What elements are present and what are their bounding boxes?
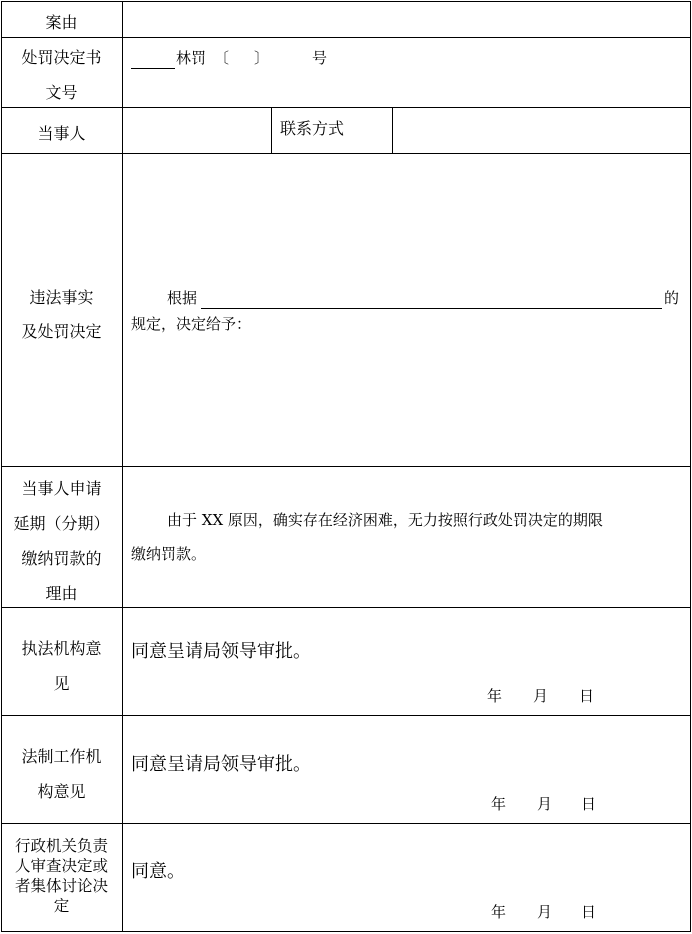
decision-no-prefix: 林罚 xyxy=(176,49,207,67)
extension-reason-line1: 由于 XX 原因，确实存在经济困难，无力按照行政处罚决定的期限 xyxy=(167,511,603,529)
head-label-line2: 人审查决定或 xyxy=(14,857,108,875)
legal-date-month: 月 xyxy=(537,795,553,813)
legal-date-day: 日 xyxy=(581,795,597,813)
decision-no-suffix: 号 xyxy=(312,49,328,67)
violation-label-line1: 违法事实 xyxy=(29,288,94,307)
enforcement-label-line2: 见 xyxy=(53,674,70,693)
extension-label-line3: 缴纳罚款的 xyxy=(21,549,102,568)
basis-prefix: 根据 xyxy=(167,289,198,307)
enforcement-date-day: 日 xyxy=(579,687,595,705)
party-label: 当事人 xyxy=(37,124,86,143)
row-divider xyxy=(1,823,691,824)
legal-opinion: 同意呈请局领导审批。 xyxy=(131,754,311,775)
label-column-divider xyxy=(122,1,123,932)
head-opinion: 同意。 xyxy=(131,861,185,882)
basis-blank[interactable] xyxy=(201,308,662,309)
decision-bracket-close: 〕 xyxy=(254,49,270,67)
contact-label: 联系方式 xyxy=(280,119,345,138)
enforcement-opinion: 同意呈请局领导审批。 xyxy=(131,641,311,662)
case-reason-field[interactable] xyxy=(124,3,689,36)
row-divider xyxy=(1,107,691,108)
row-divider xyxy=(1,37,691,38)
legal-label-line1: 法制工作机 xyxy=(21,747,102,766)
decision-no-label-line1: 处罚决定书 xyxy=(21,48,102,67)
party-col-divider xyxy=(271,107,272,154)
extension-label-line4: 理由 xyxy=(45,584,78,603)
decision-bracket-open: 〔 xyxy=(214,49,230,67)
head-date-day: 日 xyxy=(581,903,597,921)
head-label-line4: 定 xyxy=(53,897,70,915)
violation-label-line2: 及处罚决定 xyxy=(21,322,102,341)
row-divider xyxy=(1,607,691,608)
head-label-line1: 行政机关负责 xyxy=(14,837,108,855)
enforcement-date-month: 月 xyxy=(533,687,549,705)
table-border-right xyxy=(690,1,691,932)
row-divider xyxy=(1,715,691,716)
table-border-top xyxy=(1,1,691,2)
row-divider xyxy=(1,466,691,467)
decision-text: 规定，决定给予： xyxy=(131,315,252,333)
legal-date-year: 年 xyxy=(491,795,507,813)
contact-col-divider xyxy=(392,107,393,154)
decision-year-blank[interactable] xyxy=(131,68,175,69)
party-field[interactable] xyxy=(124,109,270,152)
legal-label-line2: 构意见 xyxy=(37,782,86,801)
case-reason-label: 案由 xyxy=(45,13,78,32)
extension-label-line2: 延期（分期） xyxy=(13,514,110,533)
decision-no-label-line2: 文号 xyxy=(45,83,78,102)
extension-reason-line2: 缴纳罚款。 xyxy=(131,545,207,563)
enforcement-label-line1: 执法机构意 xyxy=(21,639,102,658)
head-label-line3: 者集体讨论决 xyxy=(14,877,108,895)
head-date-month: 月 xyxy=(537,903,553,921)
contact-field[interactable] xyxy=(394,109,689,152)
basis-suffix: 的 xyxy=(664,289,680,307)
extension-label-line1: 当事人申请 xyxy=(21,479,102,498)
enforcement-date-year: 年 xyxy=(487,687,503,705)
row-divider xyxy=(1,153,691,154)
table-border-bottom xyxy=(1,931,691,932)
head-date-year: 年 xyxy=(491,903,507,921)
